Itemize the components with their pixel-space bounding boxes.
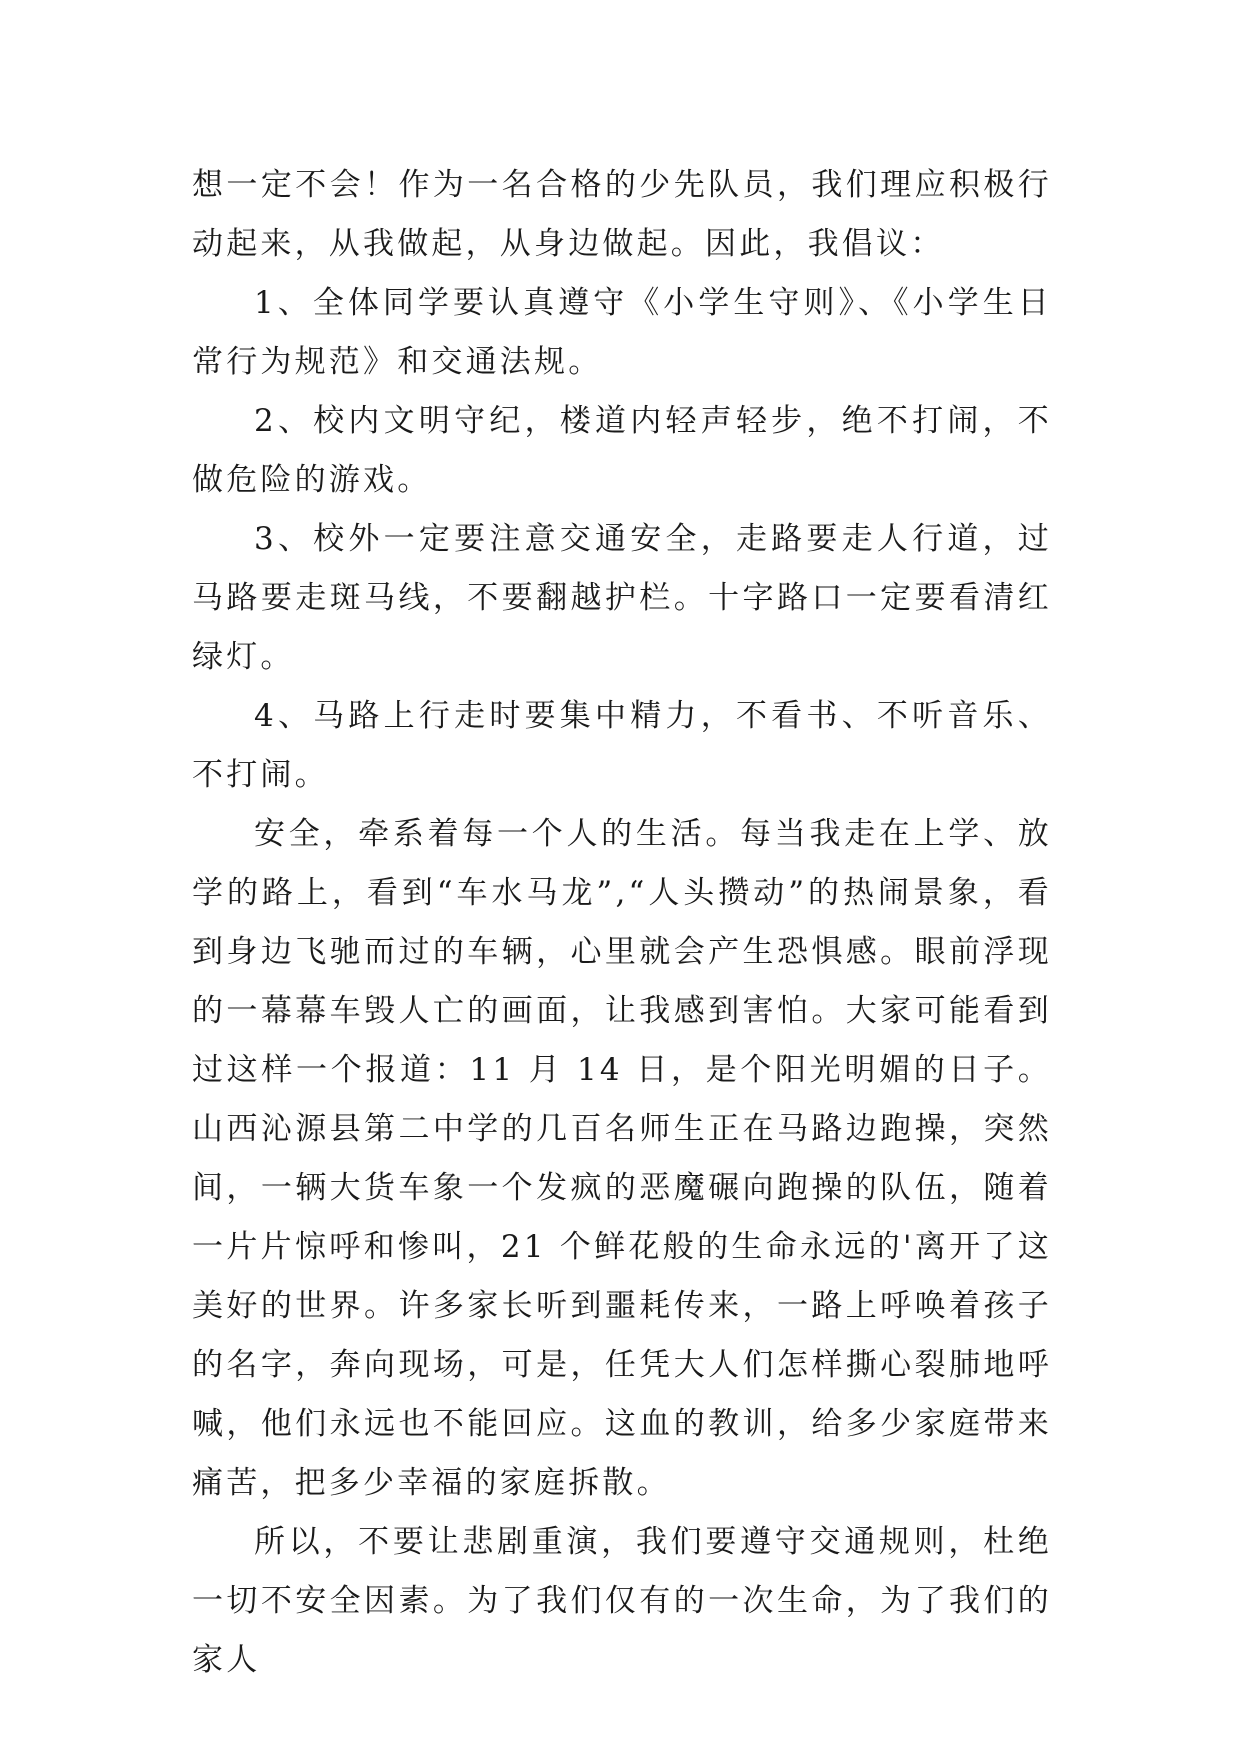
paragraph-item-4: 4、马路上行走时要集中精力，不看书、不听音乐、不打闹。 <box>192 698 1052 793</box>
document-body <box>192 156 1052 1690</box>
paragraph-item-3: 3、校外一定要注意交通安全，走路要走人行道，过马路要走斑马线，不要翻越护栏。十字路口一定要看清红绿灯。 <box>192 521 1052 675</box>
paragraph-conclusion: 所以，不要让悲剧重演，我们要遵守交通规则，杜绝一切不安全因素。为了我们仅有的一次生命，为了我们的家人 <box>192 1524 1052 1678</box>
paragraph-item-1: 1、全体同学要认真遵守《小学生守则》、《小学生日常行为规范》和交通法规。 <box>192 285 1052 380</box>
paragraph-intro: 想一定不会！作为一名合格的少先队员，我们理应积极行动起来，从我做起，从身边做起。因此，我倡议： <box>192 167 1052 262</box>
paragraph-safety-story: 安全，牵系着每一个人的生活。每当我走在上学、放学的路上，看到“车水马龙”,“人头攒动”的热闹景象，看到身边飞驰而过的车辆，心里就会产生恐惧感。眼前浮现的一幕幕车毁人亡的画面，让我感到害怕。大家可能看到过这样一个报道：11 月 14 日，是个阳光明媚的日子。山西沁源县第二中学的几百名师生正在马路边跑操，突然间，一辆大货车象一个发疯的恶魔碾向跑操的队伍，随着一片片惊呼和惨叫，21 个鲜花般的生命永远的'离开了这美好的世界。许多家长听到噩耗传来，一路上呼唤着孩子的名字，奔向现场，可是，任凭大人们怎样撕心裂肺地呼喊，他们永远也不能回应。这血的教训，给多少家庭带来痛苦，把多少幸福的家庭拆散。 <box>192 816 1052 1501</box>
paragraph-item-2: 2、校内文明守纪，楼道内轻声轻步，绝不打闹，不做危险的游戏。 <box>192 403 1052 498</box>
